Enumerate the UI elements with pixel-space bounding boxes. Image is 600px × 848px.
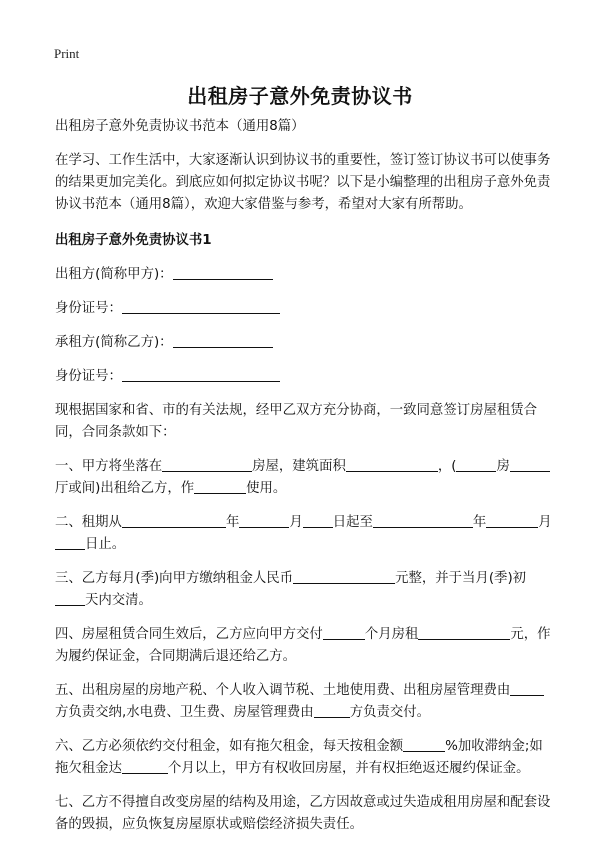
clause-5-blank-tax-party (510, 680, 544, 696)
clause-5-text-a: 五、出租房屋的房地产税、个人收入调节税、土地使用费、出租房屋管理费由 (55, 683, 511, 698)
clause-4-text-a: 四、房屋租赁合同生效后，乙方应向甲方交付 (55, 627, 323, 642)
clause-3 (55, 568, 555, 612)
clause-2-text-d: 日起至 (332, 515, 373, 530)
clause-4-text-b: 个月房租 (364, 627, 419, 642)
clause-5-text-b: 方负责交纳,水电费、卫生费、房屋管理费由 (55, 705, 314, 720)
lessee-field (55, 332, 555, 354)
clause-2-blank-start-month (239, 512, 289, 528)
clause-4 (55, 624, 555, 668)
clause-2-blank-start-day (303, 512, 333, 528)
clause-1-blank-rooms (456, 456, 496, 472)
clause-3-text-a: 三、乙方每月(季)向甲方缴纳租金人民币 (55, 571, 294, 586)
clause-1-blank-halls (510, 456, 550, 472)
clause-2-text-g: 日止。 (85, 537, 126, 552)
clause-2-text-b: 年 (225, 515, 240, 530)
document-body (55, 116, 555, 848)
lessor-label: 出租方(简称甲方)： (55, 267, 173, 282)
preamble-paragraph: 现根据国家和省、市的有关法规，经甲乙双方充分协商，一致同意签订房屋租赁合同，合同条款如下： (55, 403, 538, 440)
intro-paragraph: 在学习、工作生活中，大家逐渐认识到协议书的重要性，签订签订协议书可以使事务的结果更加完美化。到底应如何拟定协议书呢？以下是小编整理的出租房子意外免责协议书范本（通用8篇），欢迎大家借鉴与参考，希望对大家有所帮助。 (55, 153, 551, 212)
lessor-field (55, 264, 555, 286)
clause-3-blank-rent (293, 568, 395, 584)
clause-4-text-d: ，作为履约保证金，合同期满后退还给乙方。 (55, 627, 551, 664)
lessee-id-label: 身份证号： (55, 369, 122, 384)
lessor-id-blank (122, 298, 280, 314)
clause-6 (55, 736, 555, 780)
clause-1-blank-usage (194, 478, 246, 494)
clause-2-blank-end-day (55, 534, 85, 550)
clause-6-text-b: %加收滞纳金;如拖欠租金达 (55, 739, 543, 776)
clause-4-text-c: 元 (510, 627, 524, 642)
clause-1-text-c: ，( (437, 459, 457, 474)
lessor-blank (173, 264, 273, 280)
clause-1 (55, 456, 555, 500)
clause-1-blank-area (346, 456, 438, 472)
clause-3-blank-days (55, 590, 85, 606)
clause-3-text-b: 元整，并于当月(季)初 (395, 571, 527, 586)
clause-3-text-c: 天内交清。 (85, 593, 152, 608)
lessor-id-field (55, 298, 555, 320)
clause-2-text-f: 月 (538, 515, 552, 530)
clause-4-blank-months (323, 624, 365, 640)
clause-6-text-c: 个月以上，甲方有权收回房屋，并有权拒绝返还履约保证金。 (167, 761, 530, 776)
clause-5-blank-fee-party (314, 702, 350, 718)
clause-1-text-f: 使用。 (246, 481, 287, 496)
lessee-id-field (55, 366, 555, 388)
clause-6-text-a: 六、乙方必须依约交付租金，如有拖欠租金，每天按租金额 (55, 739, 404, 754)
document-subtitle: 出租房子意外免责协议书范本（通用8篇） (55, 119, 305, 134)
clause-2-text-e: 年 (472, 515, 487, 530)
clause-7: 七、乙方不得擅自改变房屋的结构及用途，乙方因故意或过失造成租用房屋和配套设备的毁损，应负恢复房屋原状或赔偿经济损失责任。 (55, 795, 551, 832)
clause-1-text-a: 一、甲方将坐落在 (55, 459, 163, 474)
clause-6-blank-rate (403, 736, 445, 752)
clause-4-blank-amount (418, 624, 510, 640)
lessor-id-label: 身份证号： (55, 301, 122, 316)
clause-2-text-c: 月 (289, 515, 303, 530)
clause-1-text-e: 厅或间)出租给乙方，作 (55, 481, 195, 496)
lessee-id-blank (122, 366, 280, 382)
clause-2 (55, 512, 555, 556)
clause-5 (55, 680, 555, 724)
document-title: 出租房子意外免责协议书 (187, 84, 413, 108)
clause-2-blank-end-year (373, 512, 473, 528)
clause-2-blank-start-year (122, 512, 226, 528)
clause-2-blank-end-month (486, 512, 538, 528)
clause-1-text-b: 房屋，建筑面积 (252, 459, 346, 474)
print-link[interactable]: Print (54, 46, 80, 61)
clause-1-text-d: 房 (496, 459, 510, 474)
lessee-blank (173, 332, 273, 348)
clause-2-text-a: 二、租期从 (55, 515, 122, 530)
section-heading: 出租房子意外免责协议书1 (55, 233, 212, 248)
clause-1-blank-location (162, 456, 252, 472)
clause-6-blank-months (122, 758, 168, 774)
clause-5-text-c: 方负责交付。 (349, 705, 431, 720)
lessee-label: 承租方(简称乙方)： (55, 335, 173, 350)
